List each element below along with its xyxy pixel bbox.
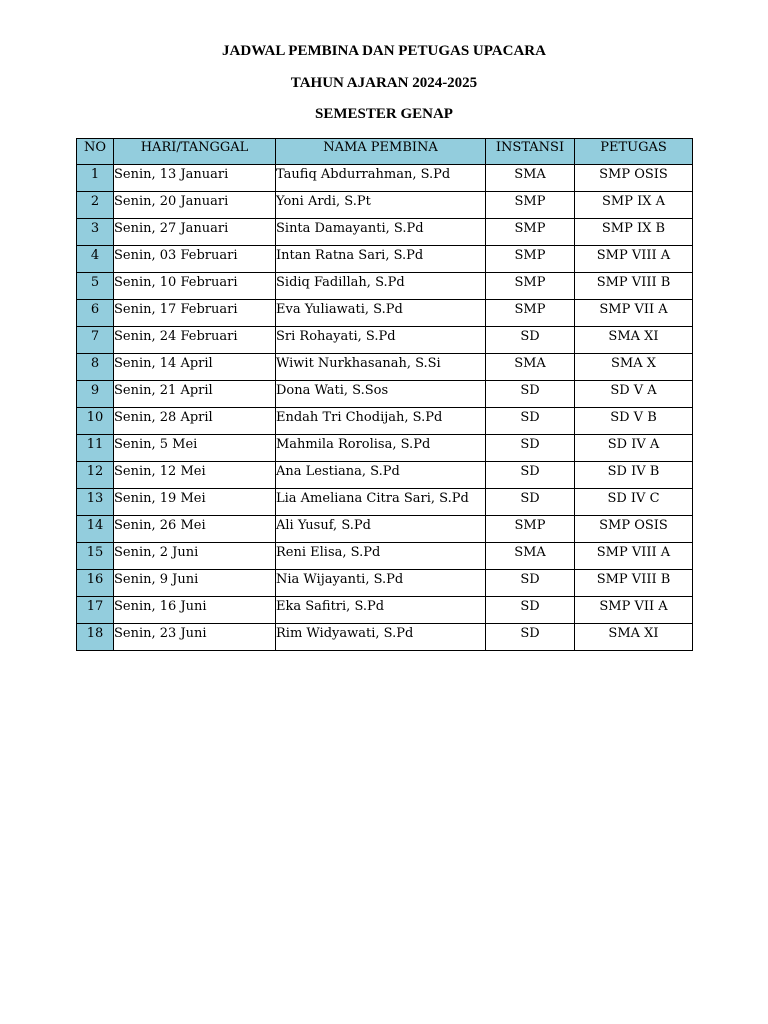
pembina-name-cell: Yoni Ardi, S.Pt <box>276 192 486 219</box>
instansi-cell: SMP <box>486 273 575 300</box>
table-row <box>77 570 693 597</box>
row-number-cell: 16 <box>77 570 114 597</box>
petugas-cell: SMP IX B <box>575 219 693 246</box>
table-row <box>77 597 693 624</box>
petugas-cell: SMA XI <box>575 327 693 354</box>
date-cell: Senin, 2 Juni <box>114 543 276 570</box>
row-number-cell: 3 <box>77 219 114 246</box>
date-cell: Senin, 5 Mei <box>114 435 276 462</box>
petugas-cell: SMP VII A <box>575 597 693 624</box>
instansi-cell: SD <box>486 462 575 489</box>
petugas-cell: SD V B <box>575 408 693 435</box>
row-number-cell: 15 <box>77 543 114 570</box>
pembina-name-cell: Sinta Damayanti, S.Pd <box>276 219 486 246</box>
pembina-name-cell: Dona Wati, S.Sos <box>276 381 486 408</box>
date-cell: Senin, 23 Juni <box>114 624 276 651</box>
instansi-cell: SD <box>486 435 575 462</box>
pembina-name-cell: Eka Safitri, S.Pd <box>276 597 486 624</box>
petugas-cell: SMA XI <box>575 624 693 651</box>
pembina-name-cell: Nia Wijayanti, S.Pd <box>276 570 486 597</box>
petugas-cell: SMA X <box>575 354 693 381</box>
row-number-cell: 8 <box>77 354 114 381</box>
pembina-name-cell: Intan Ratna Sari, S.Pd <box>276 246 486 273</box>
date-cell: Senin, 12 Mei <box>114 462 276 489</box>
instansi-cell: SD <box>486 327 575 354</box>
row-number-cell: 17 <box>77 597 114 624</box>
table-row <box>77 408 693 435</box>
table-row <box>77 381 693 408</box>
pembina-name-cell: Ali Yusuf, S.Pd <box>276 516 486 543</box>
row-number-cell: 2 <box>77 192 114 219</box>
date-cell: Senin, 14 April <box>114 354 276 381</box>
instansi-cell: SD <box>486 597 575 624</box>
row-number-cell: 18 <box>77 624 114 651</box>
date-cell: Senin, 10 Februari <box>114 273 276 300</box>
petugas-cell: SD V A <box>575 381 693 408</box>
row-number-cell: 13 <box>77 489 114 516</box>
date-cell: Senin, 17 Februari <box>114 300 276 327</box>
table-row <box>77 543 693 570</box>
pembina-name-cell: Taufiq Abdurrahman, S.Pd <box>276 165 486 192</box>
petugas-cell: SMP IX A <box>575 192 693 219</box>
date-cell: Senin, 21 April <box>114 381 276 408</box>
instansi-cell: SD <box>486 381 575 408</box>
instansi-cell: SMP <box>486 300 575 327</box>
date-cell: Senin, 03 Februari <box>114 246 276 273</box>
table-row <box>77 300 693 327</box>
row-number-cell: 5 <box>77 273 114 300</box>
column-header-no: NO <box>77 139 114 165</box>
table-row <box>77 192 693 219</box>
row-number-cell: 7 <box>77 327 114 354</box>
column-header-pembina: NAMA PEMBINA <box>276 139 486 165</box>
table-row <box>77 327 693 354</box>
pembina-name-cell: Endah Tri Chodijah, S.Pd <box>276 408 486 435</box>
petugas-cell: SMP VIII B <box>575 570 693 597</box>
instansi-cell: SD <box>486 408 575 435</box>
petugas-cell: SD IV B <box>575 462 693 489</box>
column-header-instansi: INSTANSI <box>486 139 575 165</box>
petugas-cell: SMP VIII A <box>575 246 693 273</box>
column-header-petugas: PETUGAS <box>575 139 693 165</box>
date-cell: Senin, 26 Mei <box>114 516 276 543</box>
table-row <box>77 462 693 489</box>
date-cell: Senin, 24 Februari <box>114 327 276 354</box>
instansi-cell: SMA <box>486 543 575 570</box>
petugas-cell: SMP OSIS <box>575 516 693 543</box>
row-number-cell: 12 <box>77 462 114 489</box>
row-number-cell: 6 <box>77 300 114 327</box>
table-row <box>77 489 693 516</box>
date-cell: Senin, 19 Mei <box>114 489 276 516</box>
pembina-name-cell: Sri Rohayati, S.Pd <box>276 327 486 354</box>
row-number-cell: 10 <box>77 408 114 435</box>
instansi-cell: SMA <box>486 354 575 381</box>
pembina-name-cell: Mahmila Rorolisa, S.Pd <box>276 435 486 462</box>
instansi-cell: SMP <box>486 192 575 219</box>
row-number-cell: 1 <box>77 165 114 192</box>
date-cell: Senin, 16 Juni <box>114 597 276 624</box>
schedule-table <box>76 138 693 651</box>
petugas-cell: SD IV A <box>575 435 693 462</box>
pembina-name-cell: Rim Widyawati, S.Pd <box>276 624 486 651</box>
petugas-cell: SMP VIII B <box>575 273 693 300</box>
row-number-cell: 14 <box>77 516 114 543</box>
semester-heading: SEMESTER GENAP <box>315 106 453 122</box>
petugas-cell: SMP VII A <box>575 300 693 327</box>
instansi-cell: SMA <box>486 165 575 192</box>
table-row <box>77 435 693 462</box>
table-row <box>77 624 693 651</box>
date-cell: Senin, 9 Juni <box>114 570 276 597</box>
pembina-name-cell: Sidiq Fadillah, S.Pd <box>276 273 486 300</box>
pembina-name-cell: Lia Ameliana Citra Sari, S.Pd <box>276 489 486 516</box>
instansi-cell: SMP <box>486 219 575 246</box>
instansi-cell: SD <box>486 624 575 651</box>
instansi-cell: SD <box>486 489 575 516</box>
document-title: JADWAL PEMBINA DAN PETUGAS UPACARA <box>222 43 546 59</box>
date-cell: Senin, 13 Januari <box>114 165 276 192</box>
row-number-cell: 11 <box>77 435 114 462</box>
pembina-name-cell: Wiwit Nurkhasanah, S.Si <box>276 354 486 381</box>
table-row <box>77 354 693 381</box>
column-header-date: HARI/TANGGAL <box>114 139 276 165</box>
instansi-cell: SD <box>486 570 575 597</box>
date-cell: Senin, 27 Januari <box>114 219 276 246</box>
instansi-cell: SMP <box>486 516 575 543</box>
table-row <box>77 516 693 543</box>
row-number-cell: 9 <box>77 381 114 408</box>
date-cell: Senin, 28 April <box>114 408 276 435</box>
table-row <box>77 246 693 273</box>
petugas-cell: SD IV C <box>575 489 693 516</box>
pembina-name-cell: Eva Yuliawati, S.Pd <box>276 300 486 327</box>
pembina-name-cell: Reni Elisa, S.Pd <box>276 543 486 570</box>
table-row <box>77 219 693 246</box>
table-row <box>77 273 693 300</box>
date-cell: Senin, 20 Januari <box>114 192 276 219</box>
academic-year-heading: TAHUN AJARAN 2024-2025 <box>290 75 478 91</box>
petugas-cell: SMP VIII A <box>575 543 693 570</box>
table-header-row <box>77 139 693 165</box>
row-number-cell: 4 <box>77 246 114 273</box>
petugas-cell: SMP OSIS <box>575 165 693 192</box>
table-body <box>77 165 693 651</box>
table-row <box>77 165 693 192</box>
instansi-cell: SMP <box>486 246 575 273</box>
pembina-name-cell: Ana Lestiana, S.Pd <box>276 462 486 489</box>
